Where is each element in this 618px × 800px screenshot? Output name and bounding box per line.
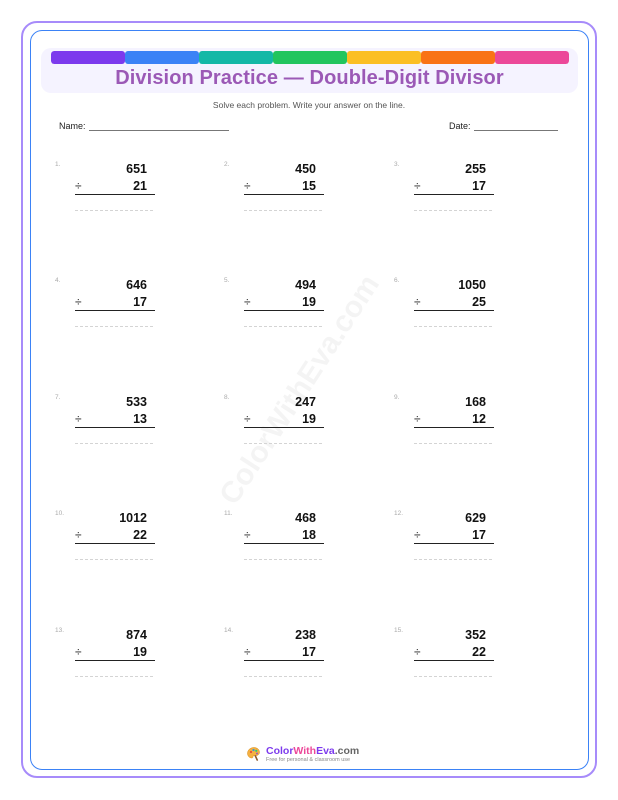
date-field[interactable]: [449, 121, 558, 131]
rainbow-segment: [51, 51, 125, 64]
brand-color: Color: [266, 745, 294, 757]
answer-line[interactable]: [75, 676, 153, 677]
problem-item: [224, 161, 334, 221]
division-sign: ÷: [414, 412, 421, 426]
answer-line[interactable]: [244, 210, 322, 211]
dividend: 450: [295, 162, 316, 176]
answer-line[interactable]: [244, 676, 322, 677]
dividend: 533: [126, 395, 147, 409]
page-title: Division Practice — Double-Digit Divisor: [115, 67, 504, 89]
divisor: 19: [302, 412, 316, 426]
problem-number: 15.: [394, 627, 404, 634]
answer-line[interactable]: [244, 326, 322, 327]
problem-item: [224, 510, 334, 570]
palette-icon: [246, 746, 262, 762]
brand-name: [266, 745, 359, 757]
division-sign: ÷: [244, 528, 251, 542]
rainbow-segment: [125, 51, 199, 64]
dividend: 468: [295, 511, 316, 525]
division-sign: ÷: [414, 179, 421, 193]
problem-rule: [414, 660, 494, 661]
answer-line[interactable]: [244, 443, 322, 444]
division-sign: ÷: [75, 295, 82, 309]
problem-item: [55, 394, 165, 454]
problem-item: [224, 627, 334, 687]
problem-item: [224, 394, 334, 454]
divisor: 25: [472, 295, 486, 309]
instructions: Solve each problem. Write your answer on the line.: [212, 100, 406, 110]
name-input-line[interactable]: [89, 121, 229, 131]
divisor: 21: [133, 179, 147, 193]
divisor: 13: [133, 412, 147, 426]
problem-number: 1.: [55, 161, 61, 168]
divisor: 19: [133, 645, 147, 659]
answer-line[interactable]: [75, 443, 153, 444]
problem-rule: [414, 310, 494, 311]
answer-line[interactable]: [414, 443, 492, 444]
problem-rule: [244, 543, 324, 544]
division-sign: ÷: [244, 645, 251, 659]
division-sign: ÷: [414, 645, 421, 659]
problem-number: 13.: [55, 627, 65, 634]
problem-number: 7.: [55, 394, 61, 401]
name-label: Name:: [59, 121, 86, 131]
problem-number: 5.: [224, 277, 230, 284]
problem-number: 2.: [224, 161, 230, 168]
answer-line[interactable]: [414, 326, 492, 327]
dividend: 168: [465, 395, 486, 409]
answer-line[interactable]: [414, 559, 492, 560]
problem-rule: [75, 427, 155, 428]
rainbow-segment: [273, 51, 347, 64]
answer-line[interactable]: [75, 559, 153, 560]
problem-item: [224, 277, 334, 337]
dividend: 874: [126, 628, 147, 642]
problem-item: [55, 277, 165, 337]
divisor: 17: [472, 528, 486, 542]
problem-number: 3.: [394, 161, 400, 168]
problem-number: 6.: [394, 277, 400, 284]
problem-rule: [244, 660, 324, 661]
problem-rule: [244, 310, 324, 311]
dividend: 1012: [119, 511, 147, 525]
dividend: 494: [295, 278, 316, 292]
name-field[interactable]: [59, 121, 229, 131]
divisor: 17: [472, 179, 486, 193]
divisor: 18: [302, 528, 316, 542]
divisor: 15: [302, 179, 316, 193]
date-label: Date:: [449, 121, 471, 131]
problem-item: [394, 394, 504, 454]
dividend: 646: [126, 278, 147, 292]
division-sign: ÷: [75, 179, 82, 193]
answer-line[interactable]: [414, 210, 492, 211]
answer-line[interactable]: [414, 676, 492, 677]
dividend: 255: [465, 162, 486, 176]
problem-item: [394, 510, 504, 570]
divisor: 17: [302, 645, 316, 659]
rainbow-bar: [51, 51, 569, 64]
problem-rule: [244, 427, 324, 428]
division-sign: ÷: [244, 179, 251, 193]
division-sign: ÷: [75, 412, 82, 426]
problem-number: 12.: [394, 510, 404, 517]
problem-rule: [75, 194, 155, 195]
problem-item: [394, 627, 504, 687]
brand-tld: .com: [334, 745, 360, 757]
rainbow-segment: [347, 51, 421, 64]
problem-item: [394, 277, 504, 337]
problem-rule: [414, 543, 494, 544]
date-input-line[interactable]: [474, 121, 558, 131]
dividend: 629: [465, 511, 486, 525]
answer-line[interactable]: [244, 559, 322, 560]
problem-item: [55, 627, 165, 687]
problem-number: 11.: [224, 510, 233, 517]
problem-item: [394, 161, 504, 221]
brand-tagline: Free for personal & classroom use: [266, 757, 351, 763]
divisor: 22: [133, 528, 147, 542]
problem-rule: [244, 194, 324, 195]
divisor: 22: [472, 645, 486, 659]
problem-rule: [75, 660, 155, 661]
footer-brand: [246, 745, 359, 764]
divisor: 17: [133, 295, 147, 309]
problem-number: 14.: [224, 627, 234, 634]
division-sign: ÷: [244, 295, 251, 309]
problem-rule: [75, 543, 155, 544]
problem-rule: [75, 310, 155, 311]
dividend: 1050: [458, 278, 486, 292]
problem-item: [55, 161, 165, 221]
problem-number: 9.: [394, 394, 400, 401]
problem-number: 4.: [55, 277, 61, 284]
division-sign: ÷: [75, 645, 82, 659]
division-sign: ÷: [244, 412, 251, 426]
rainbow-segment: [495, 51, 569, 64]
dividend: 238: [295, 628, 316, 642]
problem-item: [55, 510, 165, 570]
brand-with: With: [293, 745, 317, 757]
problem-number: 10.: [55, 510, 65, 517]
dividend: 352: [465, 628, 486, 642]
division-sign: ÷: [414, 295, 421, 309]
answer-line[interactable]: [75, 326, 153, 327]
dividend: 247: [295, 395, 316, 409]
dividend: 651: [126, 162, 147, 176]
problem-rule: [414, 427, 494, 428]
divisor: 19: [302, 295, 316, 309]
answer-line[interactable]: [75, 210, 153, 211]
problem-number: 8.: [224, 394, 230, 401]
problem-rule: [414, 194, 494, 195]
division-sign: ÷: [414, 528, 421, 542]
rainbow-segment: [421, 51, 495, 64]
rainbow-segment: [199, 51, 273, 64]
divisor: 12: [472, 412, 486, 426]
brand-eva: Eva: [316, 745, 335, 757]
division-sign: ÷: [75, 528, 82, 542]
